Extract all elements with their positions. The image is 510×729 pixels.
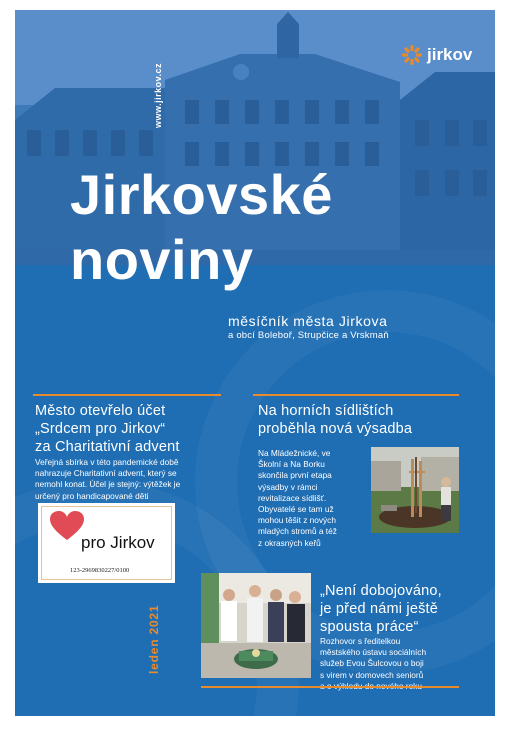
logo-text: jirkov [427,45,473,64]
article-summary-planting: Na Mládežnické, ve Školní a Na Borku skončila první etapa výsadby v rámci revitalizace sídlišť. Obyvatelé se tam už mohou těšit z nových mladých stromů a též z okrasných keřů [258,448,337,548]
website-url[interactable]: www.jirkov.cz [153,62,163,128]
section-divider [201,686,459,688]
bank-account-number: 123-2969830227/0100 [70,567,130,574]
article-headline-advent[interactable]: Město otevřelo účet „Srdcem pro Jirkov“ za Charitativní advent [35,403,180,455]
article-summary-interview: Rozhovor s ředitelkou městského ústavu sociálních služeb Evou Šulcovou o boji s virem v domovech seniorů [320,636,427,680]
issue-date: leden 2021 [147,604,161,674]
interview-photo [201,573,311,678]
masthead-subtitle-towns: a obcí Boleboř, Strupčice a Vrskmaň [228,330,389,341]
article-headline-interview[interactable]: „Není dobojováno, je před námi ještě spousta práce“ [320,583,442,635]
masthead-title-line1: Jirkovské [70,163,333,226]
masthead-subtitle: měsíčník města Jirkova [228,313,388,329]
donation-card [38,503,175,583]
tree-planting-photo [371,447,459,533]
masthead-title-line2: noviny [70,228,254,291]
section-divider [253,394,459,396]
article-summary-advent: Veřejná sbírka v této pandemické době nahrazuje Charitativní advent, který se nemohl konat. Účel je stejný: výtěžek je určený pro handicapované děti [35,457,181,501]
jirkov-logo [401,43,472,67]
newspaper-cover [15,10,495,716]
card-title: pro Jirkov [81,533,155,552]
article-headline-planting[interactable]: Na horních sídlištích proběhla nová výsadba [258,403,413,437]
section-divider [33,394,221,396]
sun-logo-icon [401,44,423,66]
heart-icon [50,511,84,541]
